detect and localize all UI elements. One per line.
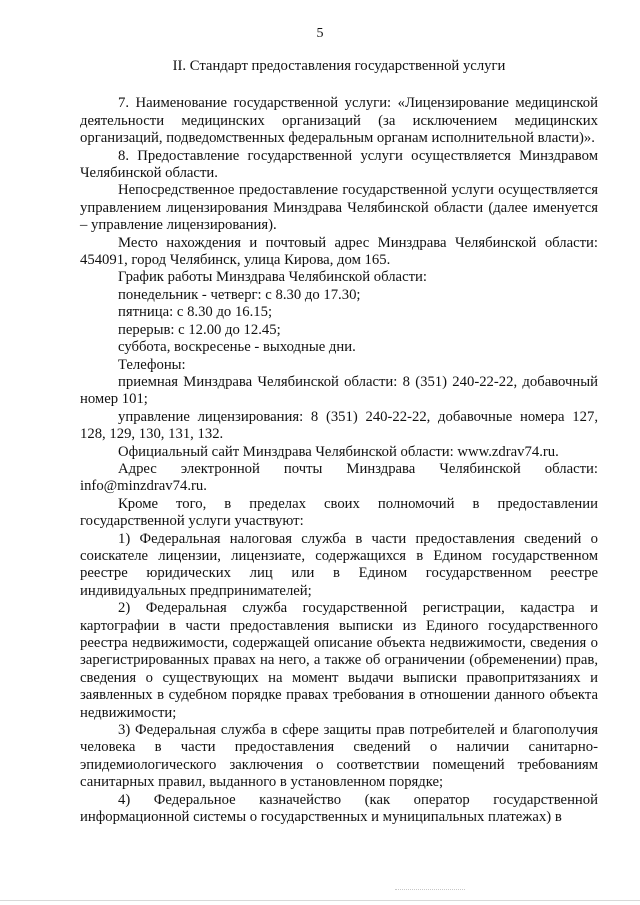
scan-artifact: [395, 889, 465, 892]
schedule-friday: пятница: с 8.30 до 16.15;: [118, 304, 273, 321]
schedule-mon-thu: понедельник - четверг: с 8.30 до 17.30;: [118, 286, 361, 303]
page-bottom-edge: [0, 900, 640, 901]
page-number: 5: [316, 26, 324, 41]
phones-title: Телефоны:: [118, 356, 186, 373]
section-heading: II. Стандарт предоставления государственной услуги: [172, 58, 506, 74]
schedule-weekend: суббота, воскресенье - выходные дни.: [118, 339, 356, 356]
participants-intro: Кроме того, в пределах своих полномочий в предоставлении государственной услуги участвуют:: [80, 495, 598, 530]
schedule-break: перерыв: с 12.00 до 12.45;: [118, 321, 281, 338]
paragraph-provider: 8. Предоставление государственной услуги осуществляется Минздравом Челябинской области.: [80, 147, 598, 182]
official-website: Официальный сайт Минздрава Челябинской области: www.zdrav74.ru.: [118, 443, 559, 460]
phone-licensing: управление лицензирования: 8 (351) 240-22-22, добавочные номера 127, 128, 129, 130, 131, 132.: [80, 408, 598, 443]
document-body: [80, 58, 598, 826]
paragraph-direct-provider: Непосредственное предоставление государственной услуги осуществляется управлением лицензирования Минздрава Челябинской области (далее именуется – управление лицензирования).: [80, 182, 598, 234]
participant-2: 2) Федеральная служба государственной регистрации, кадастра и картографии в части предоставления выписки из Единого государственного реестра недвижимости, содержащей описание объекта недвижимости, сведения о зарегистрированных правах на него, а также об ограничении (обременении) прав, сведения о существующих на момент выдачи выписки правопритязаниях и заявленных в судебном порядке правах требования в отношении данного объекта недвижимости;: [80, 600, 598, 721]
participant-4: 4) Федеральное казначейство (как оператор государственной информационной системы о государственных и муниципальных платежах) в: [80, 791, 598, 826]
participant-3: 3) Федеральная служба в сфере защиты прав потребителей и благополучия человека в части предоставления сведений о наличии санитарно-эпидемиологического заключения о соответствии помещений требованиям санитарных правил, выданного в установленном порядке;: [80, 722, 598, 791]
paragraph-address: Место нахождения и почтовый адрес Минздрава Челябинской области: 454091, город Челябинск, улица Кирова, дом 165.: [80, 234, 598, 269]
participant-1: 1) Федеральная налоговая служба в части предоставления сведений о соискателе лицензии, лицензиате, содержащихся в Едином государственном реестре юридических лиц или в Едином государственном реестре индивидуальных предпринимателей;: [80, 530, 598, 599]
email-address: Адрес электронной почты Минздрава Челябинской области: info@minzdrav74.ru.: [80, 460, 598, 495]
paragraph-schedule-title: График работы Минздрава Челябинской области:: [118, 269, 427, 286]
paragraph-service-name: 7. Наименование государственной услуги: «Лицензирование медицинской деятельности медицинских организаций (за исключением медицинских организаций, подведомственных федеральным органам исполнительной власти)».: [80, 95, 598, 147]
phone-reception: приемная Минздрава Челябинской области: 8 (351) 240-22-22, добавочный номер 101;: [80, 373, 598, 408]
